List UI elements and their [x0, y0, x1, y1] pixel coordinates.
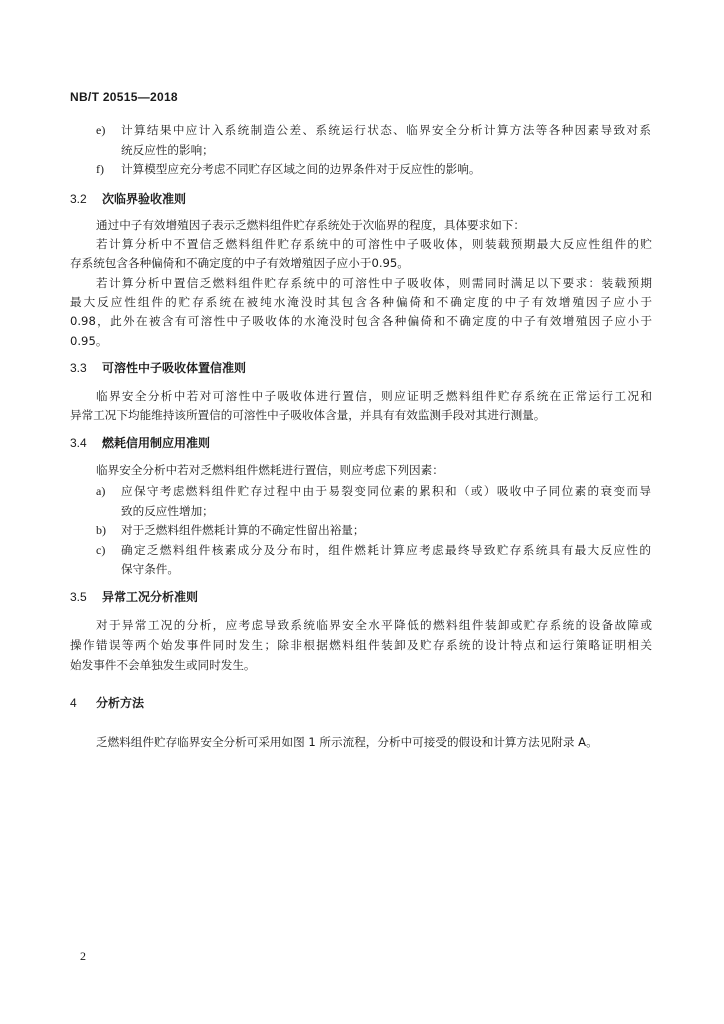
section-4-title: 分析方法	[96, 696, 145, 710]
section-3-3-title: 可溶性中子吸收体置信准则	[102, 361, 247, 375]
list-label-a: a)	[96, 484, 106, 498]
section-3-4-number: 3.4	[70, 436, 87, 450]
section-3-2-para-2-line-2: 存系统包含各种偏倚和不确定度的中子有效增殖因子应小于0.95。	[70, 256, 409, 270]
section-4-heading	[70, 695, 144, 711]
section-3-2-para-2-line-1: 若计算分析中不置信乏燃料组件贮存系统中的可溶性中子吸收体，则装载预期最大反应性组件的贮	[96, 237, 652, 251]
section-3-3-para-1-line-1: 临界安全分析中若对可溶性中子吸收体进行置信，则应证明乏燃料组件贮存系统在正常运行工况和	[96, 389, 652, 403]
section-3-4-heading	[70, 435, 210, 451]
section-3-5-para-1-line-3: 始发事件不会单独发生或同时发生。	[70, 658, 256, 672]
list-item-b-line-1: 对于乏燃料组件燃耗计算的不确定性留出裕量；	[121, 523, 365, 537]
section-3-4-title: 燃耗信用制应用准则	[102, 436, 211, 450]
section-3-2-heading	[70, 191, 186, 207]
list-item-c-line-2: 保守条件。	[121, 562, 179, 576]
section-3-5-title: 异常工况分析准则	[102, 590, 199, 604]
list-item-e-line-2: 统反应性的影响；	[121, 143, 214, 157]
section-3-2-para-3-line-4: 0.95。	[70, 334, 108, 348]
standard-id: NB/T 20515—2018	[70, 90, 178, 104]
section-3-3-para-1-line-2: 异常工况下均能维持该所置信的可溶性中子吸收体含量，并具有有效监测手段对其进行测量。	[70, 408, 546, 422]
section-4-number: 4	[70, 696, 77, 710]
list-label-b: b)	[96, 523, 106, 537]
list-label-f: f)	[96, 162, 104, 176]
section-3-5-number: 3.5	[70, 590, 87, 604]
page-number: 2	[80, 949, 86, 963]
list-item-a-line-1: 应保守考虑燃料组件贮存过程中由于易裂变同位素的累积和（或）吸收中子同位素的衰变而导	[121, 484, 651, 498]
section-3-5-heading	[70, 589, 198, 605]
section-3-5-para-1-line-2: 操作错误等两个始发事件同时发生；除非根据燃料组件装卸及贮存系统的设计特点和运行策略证明相关	[70, 638, 652, 652]
list-item-a-line-2: 致的反应性增加；	[121, 504, 214, 518]
section-3-3-number: 3.3	[70, 361, 87, 375]
list-item-c-line-1: 确定乏燃料组件核素成分及分布时，组件燃耗计算应考虑最终导致贮存系统具有最大反应性的	[121, 543, 651, 557]
section-3-5-para-1-line-1: 对于异常工况的分析，应考虑导致系统临界安全水平降低的燃料组件装卸或贮存系统的设备故障或	[96, 618, 652, 632]
section-3-2-para-3-line-1: 若计算分析中置信乏燃料组件贮存系统中的可溶性中子吸收体，则需同时满足以下要求：装载预期	[96, 276, 652, 290]
list-label-c: c)	[96, 543, 106, 557]
section-3-2-para-3-line-3: 0.98，此外在被含有可溶性中子吸收体的水淹没时包含各种偏倚和不确定度的中子有效增殖因子应小于	[70, 314, 652, 328]
section-3-3-heading	[70, 360, 246, 376]
section-3-2-title: 次临界验收准则	[102, 192, 187, 206]
section-3-4-intro: 临界安全分析中若对乏燃料组件燃耗进行置信，则应考虑下列因素：	[96, 463, 444, 477]
list-item-f-line-1: 计算模型应充分考虑不同贮存区域之间的边界条件对于反应性的影响。	[121, 162, 481, 176]
section-4-para-1-line-1: 乏燃料组件贮存临界安全分析可采用如图 1 所示流程，分析中可接受的假设和计算方法见附录 A。	[96, 735, 598, 749]
list-label-e: e)	[96, 123, 106, 137]
list-item-e-line-1: 计算结果中应计入系统制造公差、系统运行状态、临界安全分析计算方法等各种因素导致对系	[121, 123, 651, 137]
section-3-2-number: 3.2	[70, 192, 87, 206]
section-3-2-para-3-line-2: 最大反应性组件的贮存系统在被纯水淹没时其包含各种偏倚和不确定度的中子有效增殖因子应小于	[70, 295, 652, 309]
section-3-2-para-1-line-1: 通过中子有效增殖因子表示乏燃料组件贮存系统处于次临界的程度，具体要求如下：	[96, 218, 525, 232]
